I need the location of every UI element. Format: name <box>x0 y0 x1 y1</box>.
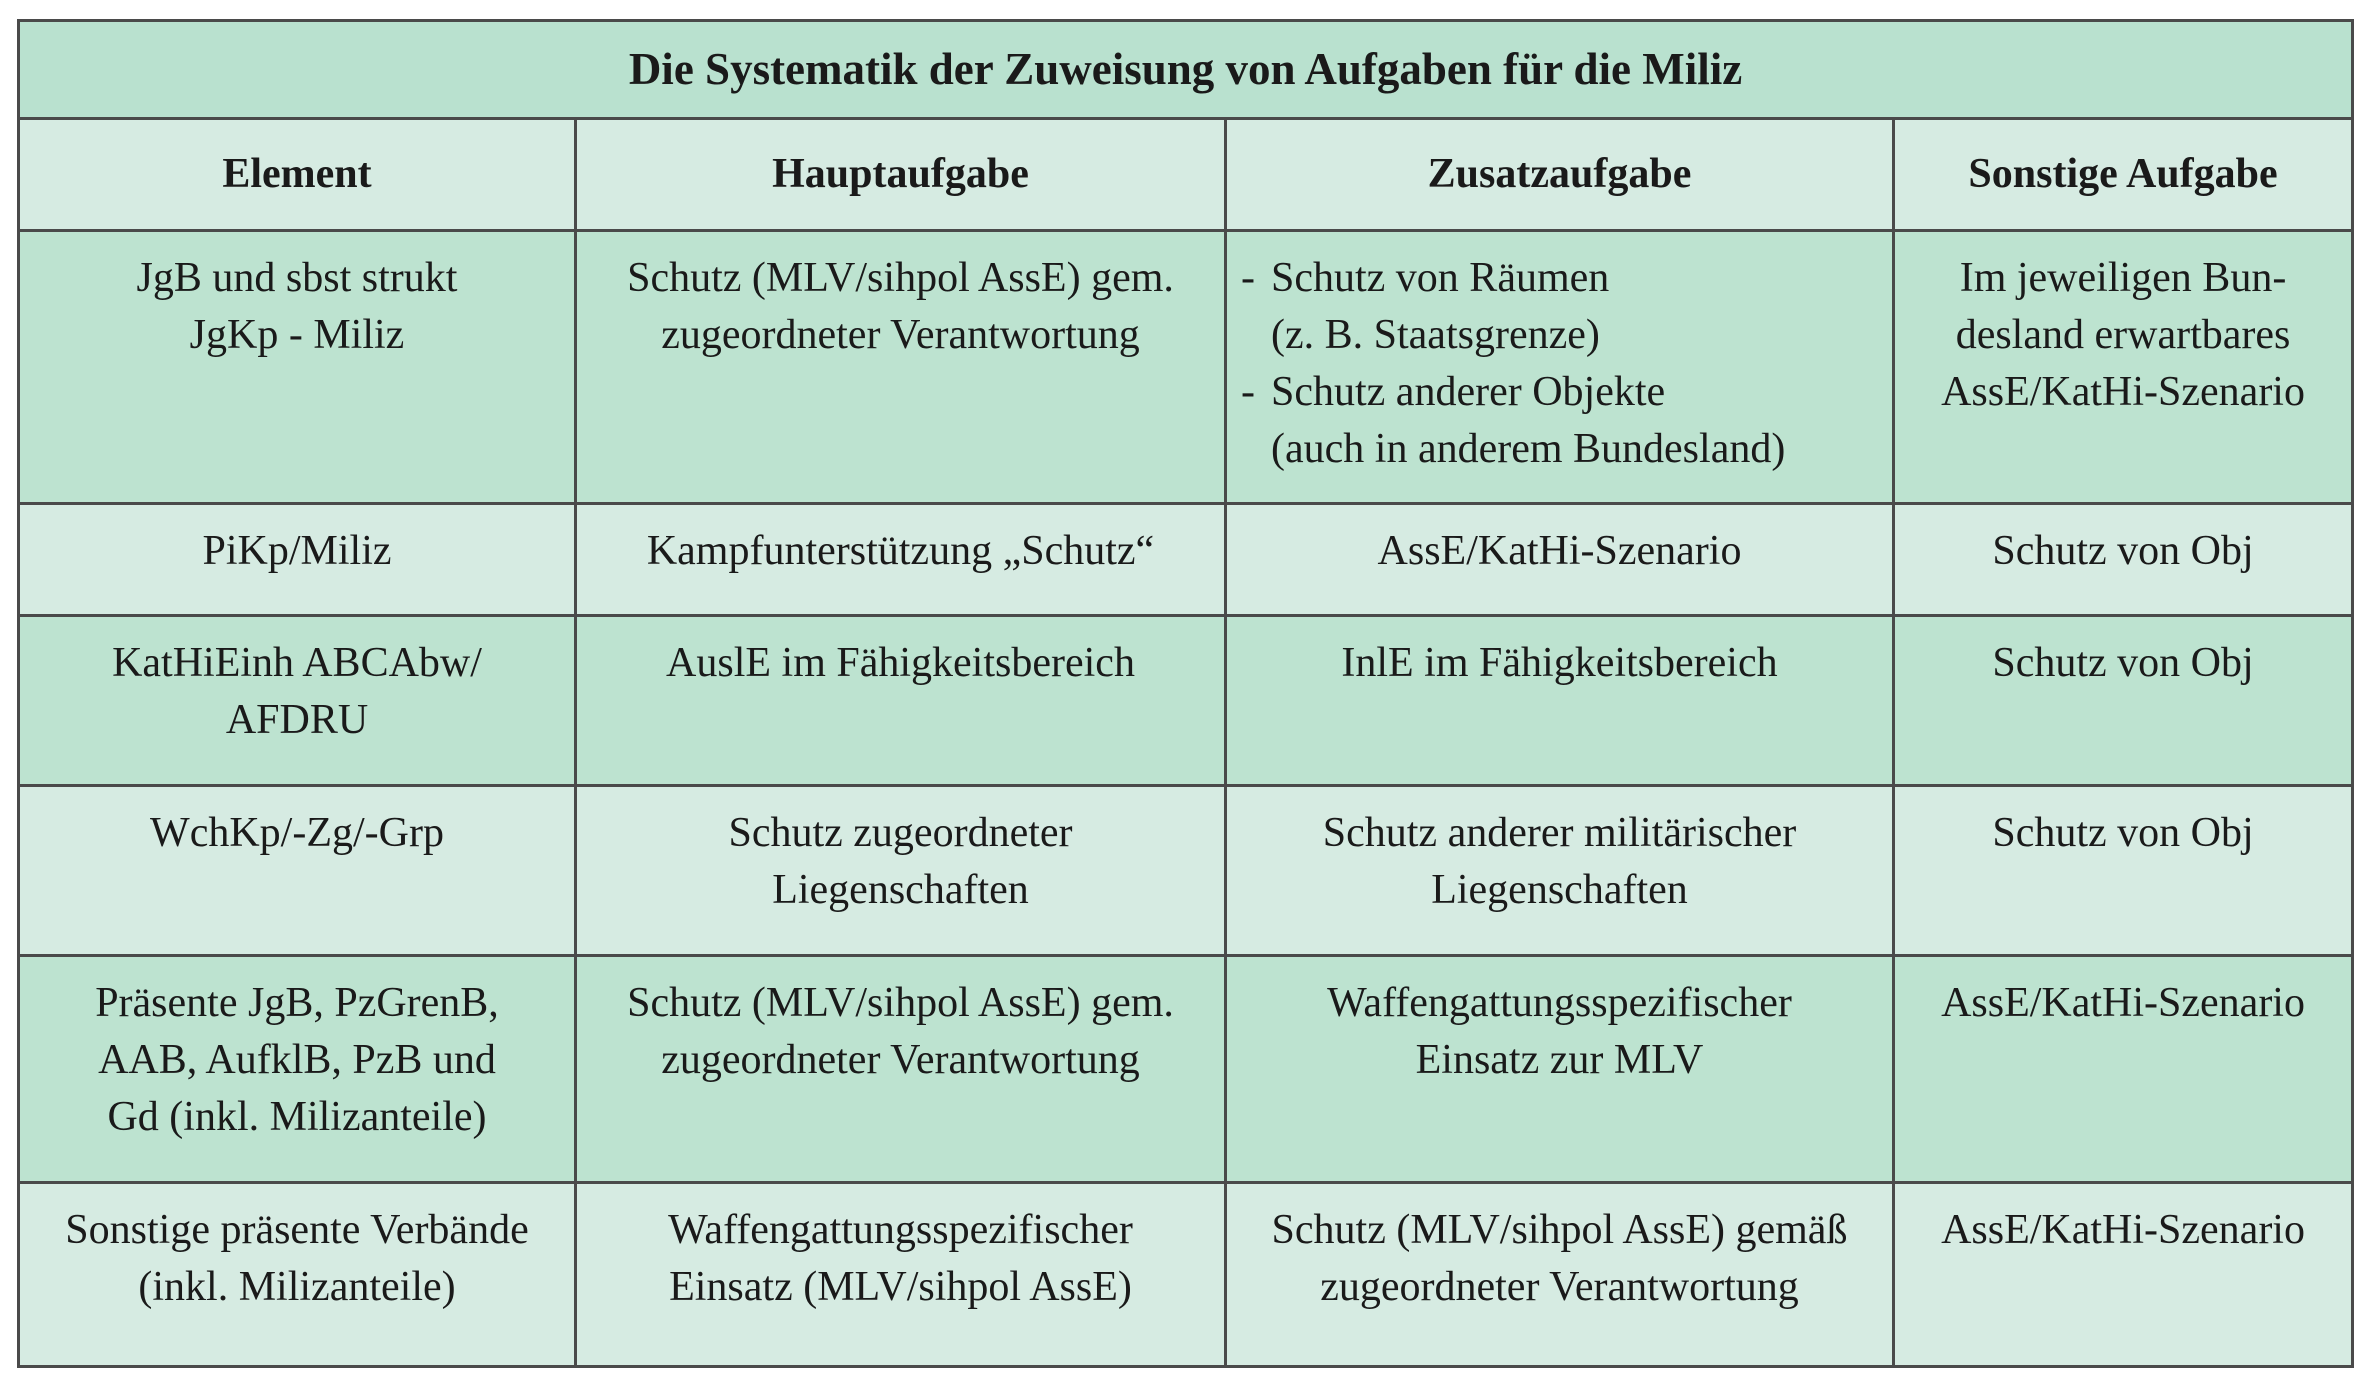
cell-line: Liegenschaften <box>772 867 1029 913</box>
table-row <box>19 786 2353 956</box>
cell-line: (z. B. Staatsgrenze) <box>1271 312 1600 358</box>
cell-line: desland erwartbares <box>1955 312 2291 358</box>
cell-line: PiKp/Miliz <box>202 528 392 574</box>
table-row <box>19 1183 2353 1367</box>
column-header-zusatzaufgabe: Zusatzaufgabe <box>1226 119 1894 231</box>
column-header-element: Element <box>19 119 576 231</box>
cell-line: Sonstige präsente Verbände <box>65 1207 529 1253</box>
cell-sonstige <box>1894 1183 2353 1367</box>
cell-line: - Schutz anderer Objekte <box>1271 369 1666 415</box>
column-header-hauptaufgabe: Hauptaufgabe <box>576 119 1226 231</box>
cell-line: AssE/KatHi-Szenario <box>1377 528 1742 574</box>
cell-line: Waffengattungsspezifischer <box>668 1207 1133 1253</box>
cell-line: Präsente JgB, PzGrenB, <box>95 980 499 1026</box>
cell-hauptaufgabe <box>576 956 1226 1183</box>
cell-line: zugeordneter Verantwortung <box>661 312 1140 358</box>
cell-sonstige <box>1894 956 2353 1183</box>
cell-sonstige <box>1894 231 2353 504</box>
cell-line: Schutz (MLV/sihpol AssE) gemäß <box>1271 1207 1848 1253</box>
cell-line: WchKp/-Zg/-Grp <box>150 810 444 856</box>
cell-line: AFDRU <box>225 697 369 743</box>
cell-line: Schutz zugeordneter <box>728 810 1073 856</box>
cell-line: Gd (inkl. Milizanteile) <box>107 1094 487 1140</box>
cell-line: Schutz (MLV/sihpol AssE) gem. <box>627 255 1174 301</box>
miliz-task-table <box>17 19 2354 1368</box>
cell-zusatzaufgabe <box>1226 616 1894 786</box>
table-row <box>19 956 2353 1183</box>
cell-line: AssE/KatHi-Szenario <box>1941 980 2305 1026</box>
task-list <box>1241 250 1878 478</box>
cell-element <box>19 504 576 616</box>
cell-zusatzaufgabe <box>1226 1183 1894 1367</box>
cell-line: Liegenschaften <box>1431 867 1688 913</box>
cell-hauptaufgabe <box>576 504 1226 616</box>
cell-line: AuslE im Fähigkeitsbereich <box>666 640 1135 686</box>
cell-hauptaufgabe <box>576 231 1226 504</box>
cell-zusatzaufgabe <box>1226 956 1894 1183</box>
cell-line: (inkl. Milizanteile) <box>138 1264 456 1310</box>
cell-hauptaufgabe <box>576 786 1226 956</box>
table-title: Die Systematik der Zuweisung von Aufgaben für die Miliz <box>19 21 2353 119</box>
cell-hauptaufgabe <box>576 616 1226 786</box>
cell-zusatzaufgabe <box>1226 504 1894 616</box>
table-row <box>19 616 2353 786</box>
cell-line: Waffengattungsspezifischer <box>1327 980 1792 1026</box>
cell-line: JgB und sbst strukt <box>136 255 458 301</box>
cell-sonstige <box>1894 616 2353 786</box>
list-item <box>1241 364 1878 478</box>
cell-line: Einsatz zur MLV <box>1415 1037 1704 1083</box>
cell-line: Im jeweiligen Bun- <box>1959 255 2287 301</box>
cell-line: Schutz (MLV/sihpol AssE) gem. <box>627 980 1174 1026</box>
cell-line: Schutz anderer militärischer <box>1322 810 1797 856</box>
cell-line: Schutz von Obj <box>1992 640 2254 686</box>
table-row <box>19 231 2353 504</box>
cell-element <box>19 1183 576 1367</box>
cell-element <box>19 616 576 786</box>
cell-sonstige <box>1894 786 2353 956</box>
cell-zusatzaufgabe <box>1226 231 1894 504</box>
cell-hauptaufgabe <box>576 1183 1226 1367</box>
cell-line: JgKp - Miliz <box>189 312 405 358</box>
cell-line: KatHiEinh ABCAbw/ <box>112 640 482 686</box>
cell-line: InlE im Fähigkeitsbereich <box>1341 640 1778 686</box>
cell-element <box>19 956 576 1183</box>
cell-element <box>19 231 576 504</box>
cell-line: - Schutz von Räumen <box>1271 255 1610 301</box>
column-header-sonstige-aufgabe: Sonstige Aufgabe <box>1894 119 2353 231</box>
cell-line: AAB, AufklB, PzB und <box>98 1037 496 1083</box>
cell-line: zugeordneter Verantwortung <box>1320 1264 1799 1310</box>
cell-line: Schutz von Obj <box>1992 810 2254 856</box>
cell-line: Kampfunterstützung „Schutz“ <box>646 528 1155 574</box>
table-row <box>19 504 2353 616</box>
cell-line: Schutz von Obj <box>1992 528 2254 574</box>
cell-line: Einsatz (MLV/sihpol AssE) <box>669 1264 1132 1310</box>
cell-element <box>19 786 576 956</box>
cell-line: AssE/KatHi-Szenario <box>1941 1207 2305 1253</box>
cell-line: zugeordneter Verantwortung <box>661 1037 1140 1083</box>
list-item <box>1241 250 1878 364</box>
cell-sonstige <box>1894 504 2353 616</box>
cell-zusatzaufgabe <box>1226 786 1894 956</box>
cell-line: (auch in anderem Bundesland) <box>1271 426 1786 472</box>
cell-line: AssE/KatHi-Szenario <box>1941 369 2305 415</box>
